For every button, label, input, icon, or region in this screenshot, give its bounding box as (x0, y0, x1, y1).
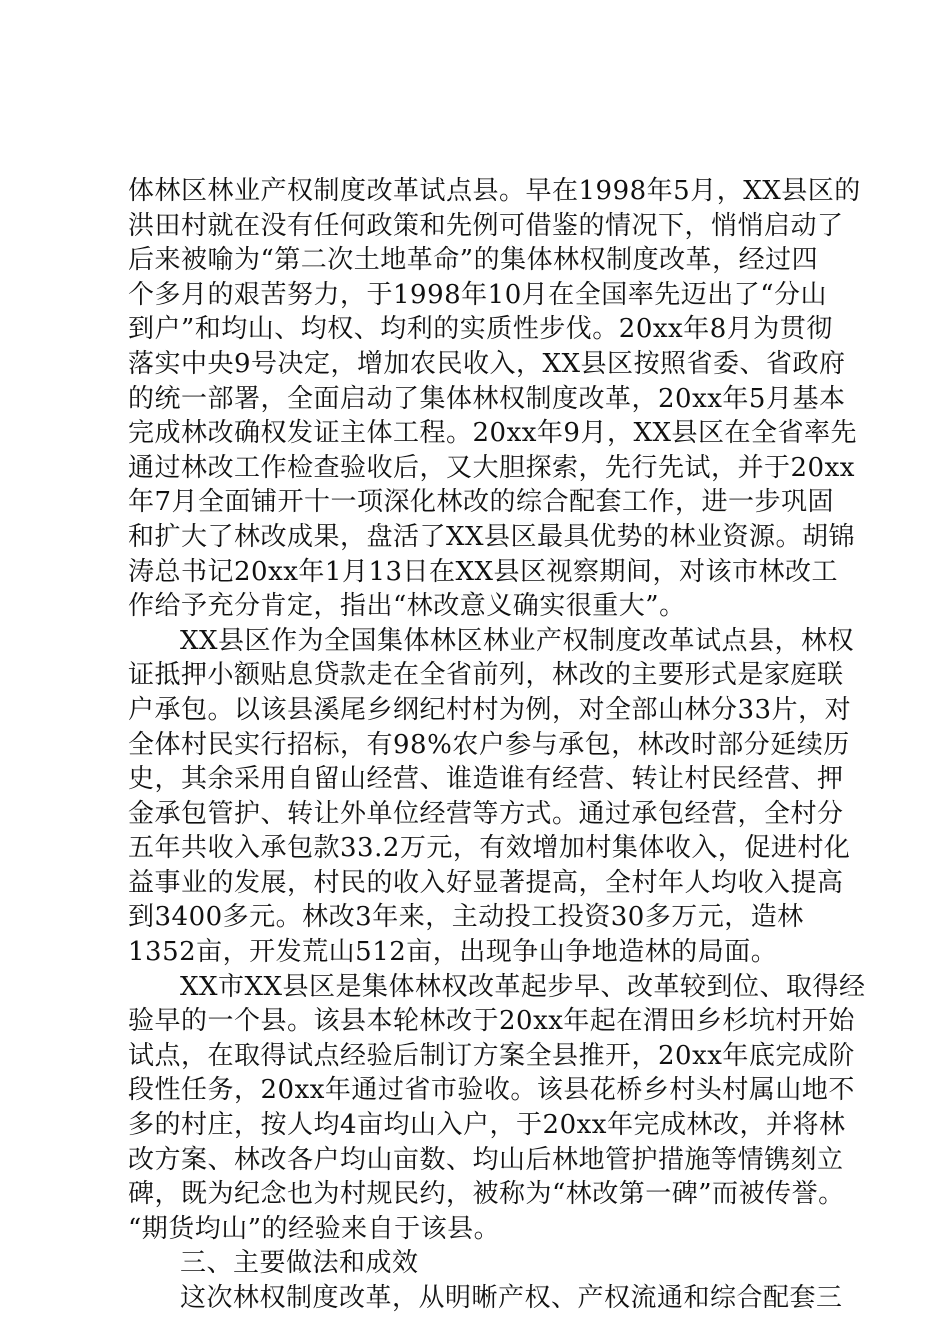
text-line: 体林区林业产权制度改革试点县。早在1998年5月，XX县区的 (128, 176, 861, 206)
text-line: 试点，在取得试点经验后制订方案全县推开，20xx年底完成阶 (128, 1040, 855, 1071)
text-line: 五年共收入承包款33.2万元，有效增加村集体收入，促进村化 (128, 833, 851, 864)
text-line: 金承包管护、转让外单位经营等方式。通过承包经营，全村分 (128, 798, 844, 829)
text-line: 洪田村就在没有任何政策和先例可借鉴的情况下，悄悄启动了 (128, 210, 844, 241)
text-line: 改方案、林改各户均山亩数、均山后林地管护措施等情镌刻立 (128, 1144, 844, 1175)
text-line: 年7月全面铺开十一项深化林改的综合配套工作，进一步巩固 (128, 487, 835, 518)
text-line: 碑，既为纪念也为村规民约，被称为“林改第一碑”而被传誉。 (128, 1179, 845, 1210)
text-line: 到3400多元。林改3年来，主动投工投资30多万元，造林 (128, 902, 804, 933)
document-body (128, 174, 866, 1316)
text-line: 后来被喻为“第二次土地革命”的集体林权制度改革，经过四 (128, 245, 819, 276)
text-line: “期货均山”的经验来自于该县。 (128, 1213, 501, 1244)
text-line: 户承包。以该县溪尾乡纲纪村村为例，对全部山林分33片，对 (128, 694, 852, 725)
text-line: 和扩大了林改成果，盘活了XX县区最具优势的林业资源。胡锦 (128, 521, 856, 552)
text-line: 验早的一个县。该县本轮林改于20xx年起在渭田乡杉坑村开始 (128, 1006, 855, 1037)
paragraph-start-line: XX市XX县区是集体林权改革起步早、改革较到位、取得经 (180, 971, 866, 1002)
text-line: 个多月的艰苦努力，于1998年10月在全国率先迈出了“分山 (128, 279, 828, 310)
text-line: 全体村民实行招标，有98%农户参与承包，林改时部分延续历 (128, 729, 850, 760)
text-line: 通过林改工作检查验收后，又大胆探索，先行先试，并于20xx (128, 452, 855, 483)
text-line: 益事业的发展，村民的收入好显著提高，全村年人均收入提高 (128, 867, 844, 898)
text-line: 证抵押小额贴息贷款走在全省前列，林改的主要形式是家庭联 (128, 660, 844, 691)
text-line: 1352亩，开发荒山512亩，出现争山争地造林的局面。 (128, 937, 778, 968)
paragraph-start-line: XX县区作为全国集体林区林业产权制度改革试点县，林权 (180, 625, 855, 656)
text-line: 作给予充分肯定，指出“林改意义确实很重大”。 (128, 591, 686, 622)
text-line: 涛总书记20xx年1月13日在XX县区视察期间，对该市林改工 (128, 556, 839, 587)
paragraph-start-line: 这次林权制度改革，从明晰产权、产权流通和综合配套三 (180, 1283, 843, 1313)
text-line: 段性任务，20xx年通过省市验收。该县花桥乡村头村属山地不 (128, 1075, 855, 1106)
text-line: 史，其余采用自留山经营、谁造谁有经营、转让村民经营、押 (128, 764, 844, 795)
text-line: 多的村庄，按人均4亩均山入户，于20xx年完成林改，并将林 (128, 1110, 846, 1141)
text-line: 的统一部署，全面启动了集体林权制度改革，20xx年5月基本 (128, 383, 846, 414)
section-heading: 三、主要做法和成效 (180, 1248, 419, 1279)
text-line: 到户”和均山、均权、均利的实质性步伐。20xx年8月为贯彻 (128, 314, 833, 345)
text-line: 完成林改确权发证主体工程。20xx年9月，XX县区在全省率先 (128, 418, 857, 449)
text-line: 落实中央9号决定，增加农民收入，XX县区按照省委、省政府 (128, 348, 846, 379)
